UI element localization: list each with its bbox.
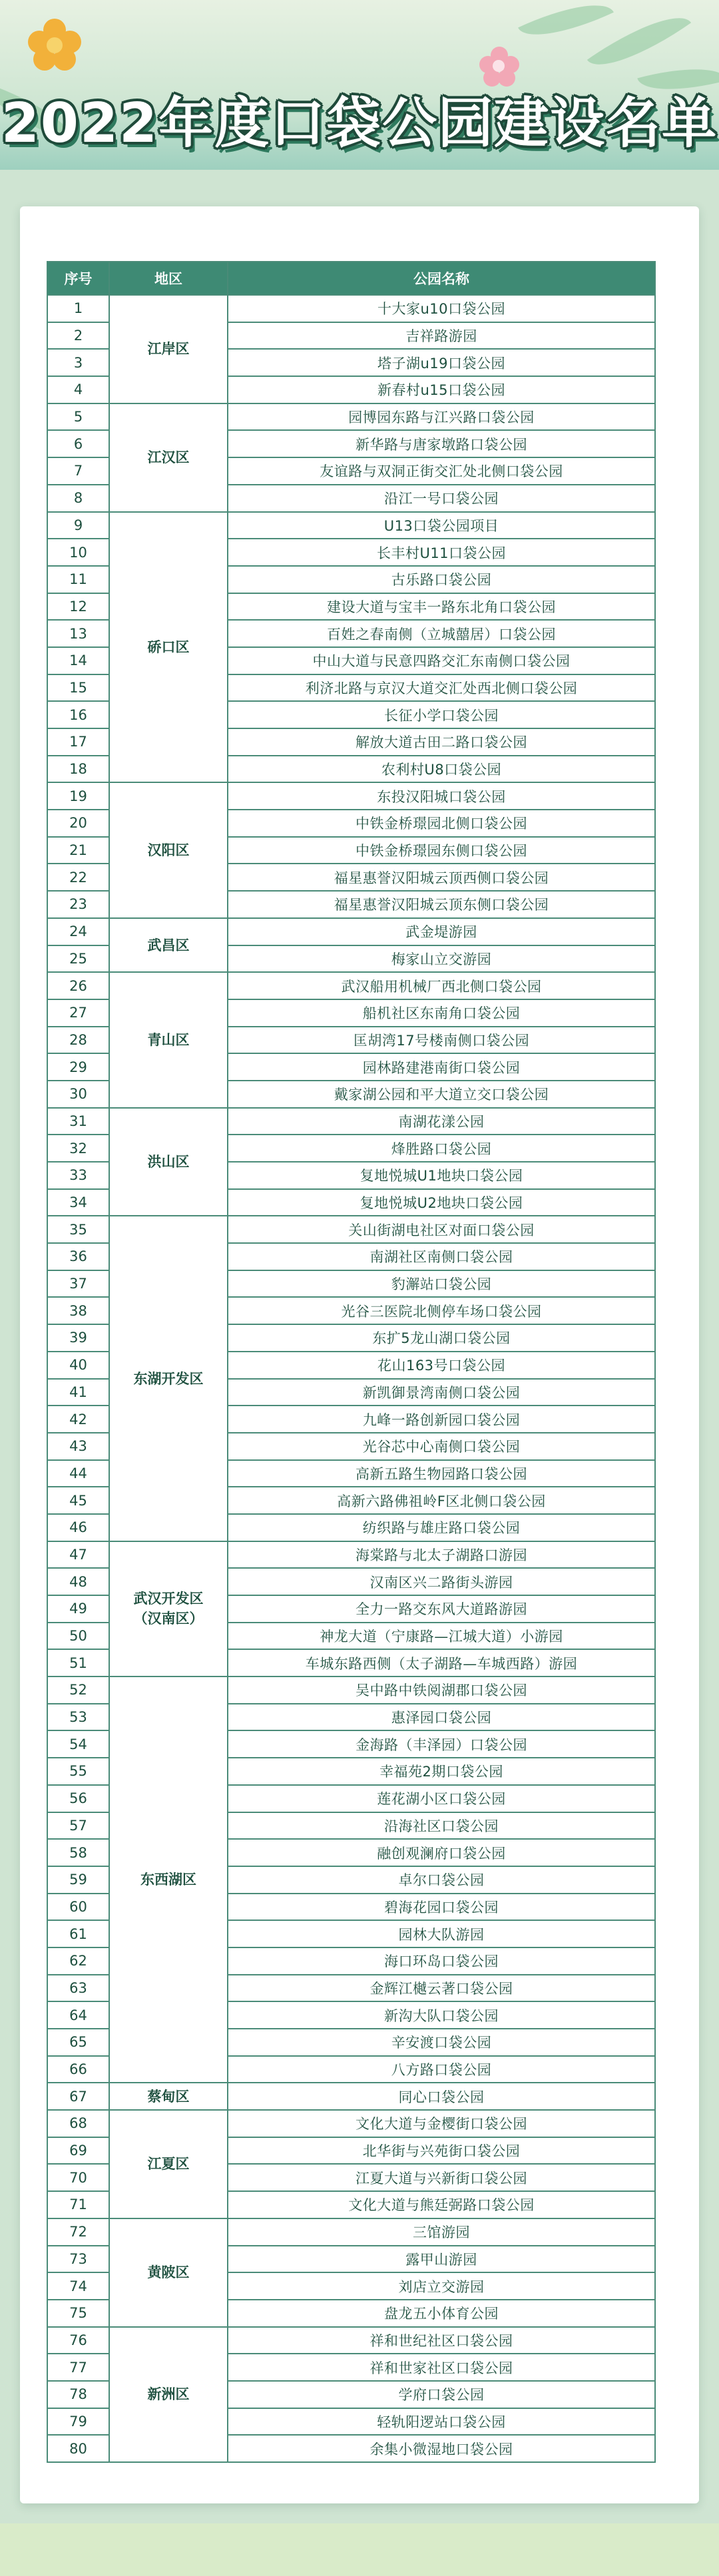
header-park-name: 公园名称 [228, 262, 655, 295]
district-cell: 洪山区 [109, 1108, 228, 1216]
park-name-cell: 利济北路与京汉大道交汇处西北侧口袋公园 [228, 674, 655, 702]
district-cell: 东西湖区 [109, 1676, 228, 2083]
district-cell: 江岸区 [109, 295, 228, 403]
row-number: 43 [47, 1433, 109, 1460]
row-number: 80 [47, 2435, 109, 2462]
header-district: 地区 [109, 262, 228, 295]
park-name-cell: 惠泽园口袋公园 [228, 1704, 655, 1731]
row-number: 49 [47, 1595, 109, 1623]
row-number: 27 [47, 999, 109, 1027]
park-name-cell: 塔子湖u19口袋公园 [228, 349, 655, 376]
park-name-cell: 江夏大道与兴新街口袋公园 [228, 2164, 655, 2191]
row-number: 52 [47, 1676, 109, 1704]
row-number: 19 [47, 782, 109, 810]
row-number: 2 [47, 322, 109, 350]
park-list-table [47, 261, 656, 2463]
park-name-cell: 文化大道与金樱街口袋公园 [228, 2110, 655, 2137]
park-name-cell: 刘店立交游园 [228, 2272, 655, 2300]
district-cell: 黄陂区 [109, 2218, 228, 2327]
park-name-cell: 卓尔口袋公园 [228, 1866, 655, 1894]
park-name-cell: 武汉船用机械厂西北侧口袋公园 [228, 972, 655, 999]
row-number: 48 [47, 1568, 109, 1595]
table-row [47, 295, 655, 322]
row-number: 23 [47, 891, 109, 918]
row-number: 60 [47, 1894, 109, 1921]
row-number: 34 [47, 1189, 109, 1216]
row-number: 58 [47, 1839, 109, 1866]
park-name-cell: 农利村U8口袋公园 [228, 756, 655, 783]
row-number: 66 [47, 2056, 109, 2083]
district-cell: 汉阳区 [109, 782, 228, 917]
row-number: 13 [47, 620, 109, 647]
district-cell: 江夏区 [109, 2110, 228, 2218]
row-number: 6 [47, 430, 109, 457]
row-number: 41 [47, 1379, 109, 1406]
park-name-cell: 烽胜路口袋公园 [228, 1135, 655, 1162]
park-name-cell: 光谷三医院北侧停车场口袋公园 [228, 1297, 655, 1324]
row-number: 76 [47, 2327, 109, 2354]
row-number: 69 [47, 2137, 109, 2165]
park-name-cell: 吴中路中铁阅湖郡口袋公园 [228, 1676, 655, 1704]
park-name-cell: 汉南区兴二路街头游园 [228, 1568, 655, 1595]
row-number: 3 [47, 349, 109, 376]
park-name-cell: 复地悦城U1地块口袋公园 [228, 1162, 655, 1189]
park-name-cell: 复地悦城U2地块口袋公园 [228, 1189, 655, 1216]
flower-icon [28, 19, 81, 72]
table-row [47, 2327, 655, 2354]
park-name-cell: 纺织路与雄庄路口袋公园 [228, 1514, 655, 1541]
table-row [47, 2218, 655, 2246]
row-number: 25 [47, 945, 109, 973]
park-name-cell: 长丰村U11口袋公园 [228, 539, 655, 566]
park-name-cell: 福星惠誉汉阳城云顶西侧口袋公园 [228, 864, 655, 891]
row-number: 55 [47, 1758, 109, 1785]
park-name-cell: 祥和世家社区口袋公园 [228, 2354, 655, 2381]
row-number: 68 [47, 2110, 109, 2137]
park-name-cell: 戴家湖公园和平大道立交口袋公园 [228, 1081, 655, 1108]
row-number: 53 [47, 1704, 109, 1731]
row-number: 7 [47, 457, 109, 485]
park-name-cell: 神龙大道（宁康路—江城大道）小游园 [228, 1623, 655, 1650]
park-name-cell: 福星惠誉汉阳城云顶东侧口袋公园 [228, 891, 655, 918]
footer-band [0, 2523, 719, 2576]
park-name-cell: 吉祥路游园 [228, 322, 655, 350]
table-row [47, 972, 655, 999]
park-name-cell: 花山163号口袋公园 [228, 1352, 655, 1379]
row-number: 75 [47, 2300, 109, 2327]
row-number: 54 [47, 1730, 109, 1758]
row-number: 17 [47, 728, 109, 756]
park-name-cell: 长征小学口袋公园 [228, 701, 655, 728]
row-number: 18 [47, 756, 109, 783]
table-row [47, 782, 655, 810]
row-number: 29 [47, 1053, 109, 1081]
park-name-cell: 文化大道与熊廷弼路口袋公园 [228, 2191, 655, 2218]
row-number: 5 [47, 403, 109, 431]
park-name-cell: 梅家山立交游园 [228, 945, 655, 973]
row-number: 24 [47, 918, 109, 945]
district-cell: 硚口区 [109, 512, 228, 783]
header-banner [0, 0, 719, 170]
district-cell: 东湖开发区 [109, 1216, 228, 1541]
park-name-cell: 碧海花园口袋公园 [228, 1894, 655, 1921]
row-number: 30 [47, 1081, 109, 1108]
park-name-cell: 金海路（丰泽园）口袋公园 [228, 1730, 655, 1758]
park-name-cell: 新春村u15口袋公园 [228, 376, 655, 403]
park-name-cell: 轻轨阳逻站口袋公园 [228, 2408, 655, 2436]
row-number: 65 [47, 2029, 109, 2056]
row-number: 62 [47, 1947, 109, 1975]
park-name-cell: 古乐路口袋公园 [228, 566, 655, 593]
row-number: 1 [47, 295, 109, 322]
park-name-cell: 中铁金桥璟园北侧口袋公园 [228, 810, 655, 837]
park-name-cell: 海口环岛口袋公园 [228, 1947, 655, 1975]
park-name-cell: 豹澥站口袋公园 [228, 1270, 655, 1298]
table-row [47, 1216, 655, 1243]
park-name-cell: 园林路建港南街口袋公园 [228, 1053, 655, 1081]
row-number: 51 [47, 1649, 109, 1676]
row-number: 79 [47, 2408, 109, 2436]
park-name-cell: 光谷芯中心南侧口袋公园 [228, 1433, 655, 1460]
district-cell: 青山区 [109, 972, 228, 1107]
row-number: 78 [47, 2381, 109, 2408]
table-row [47, 2083, 655, 2110]
table-row [47, 1108, 655, 1135]
park-name-cell: 园林大队游园 [228, 1920, 655, 1947]
park-name-cell: 新凯御景湾南侧口袋公园 [228, 1379, 655, 1406]
park-name-cell: 金辉江樾云著口袋公园 [228, 1975, 655, 2002]
table-header-row [47, 262, 655, 295]
table-row [47, 2110, 655, 2137]
row-number: 45 [47, 1487, 109, 1514]
row-number: 77 [47, 2354, 109, 2381]
row-number: 64 [47, 2001, 109, 2029]
row-number: 38 [47, 1297, 109, 1324]
park-name-cell: 车城东路西侧（太子湖路—车城西路）游园 [228, 1649, 655, 1676]
row-number: 9 [47, 512, 109, 539]
park-name-cell: 三馆游园 [228, 2218, 655, 2246]
park-name-cell: 十大家u10口袋公园 [228, 295, 655, 322]
row-number: 15 [47, 674, 109, 702]
page-title: 2022年度口袋公园建设名单 [1, 92, 718, 155]
row-number: 36 [47, 1243, 109, 1270]
park-name-cell: 余集小微湿地口袋公园 [228, 2435, 655, 2462]
park-name-cell: 九峰一路创新园口袋公园 [228, 1406, 655, 1433]
park-name-cell: 沿江一号口袋公园 [228, 485, 655, 512]
row-number: 50 [47, 1623, 109, 1650]
district-cell: 武昌区 [109, 918, 228, 972]
row-number: 4 [47, 376, 109, 403]
park-name-cell: 匡胡湾17号楼南侧口袋公园 [228, 1027, 655, 1054]
park-name-cell: 海棠路与北太子湖路口游园 [228, 1541, 655, 1569]
district-cell: 新洲区 [109, 2327, 228, 2462]
table-row [47, 512, 655, 539]
park-name-cell: 八方路口袋公园 [228, 2056, 655, 2083]
row-number: 71 [47, 2191, 109, 2218]
row-number: 67 [47, 2083, 109, 2110]
row-number: 46 [47, 1514, 109, 1541]
district-cell: 蔡甸区 [109, 2083, 228, 2110]
row-number: 16 [47, 701, 109, 728]
park-name-cell: 新华路与唐家墩路口袋公园 [228, 430, 655, 457]
park-name-cell: 幸福苑2期口袋公园 [228, 1758, 655, 1785]
park-name-cell: 学府口袋公园 [228, 2381, 655, 2408]
table-row [47, 403, 655, 431]
park-name-cell: 盘龙五小体育公园 [228, 2300, 655, 2327]
header-number: 序号 [47, 262, 109, 295]
row-number: 63 [47, 1975, 109, 2002]
park-name-cell: 沿海社区口袋公园 [228, 1812, 655, 1840]
row-number: 70 [47, 2164, 109, 2191]
park-name-cell: 北华街与兴苑街口袋公园 [228, 2137, 655, 2165]
park-name-cell: 高新六路佛祖岭F区北侧口袋公园 [228, 1487, 655, 1514]
row-number: 74 [47, 2272, 109, 2300]
park-name-cell: 友谊路与双洞正街交汇处北侧口袋公园 [228, 457, 655, 485]
park-name-cell: 高新五路生物园路口袋公园 [228, 1460, 655, 1487]
row-number: 56 [47, 1785, 109, 1812]
park-name-cell: 全力一路交东风大道路游园 [228, 1595, 655, 1623]
row-number: 31 [47, 1108, 109, 1135]
park-name-cell: 武金堤游园 [228, 918, 655, 945]
park-name-cell: 东投汉阳城口袋公园 [228, 782, 655, 810]
row-number: 61 [47, 1920, 109, 1947]
row-number: 72 [47, 2218, 109, 2246]
park-name-cell: 南湖花漾公园 [228, 1108, 655, 1135]
row-number: 32 [47, 1135, 109, 1162]
row-number: 26 [47, 972, 109, 999]
table-row [47, 918, 655, 945]
park-name-cell: 南湖社区南侧口袋公园 [228, 1243, 655, 1270]
row-number: 28 [47, 1027, 109, 1054]
row-number: 44 [47, 1460, 109, 1487]
row-number: 12 [47, 593, 109, 621]
park-name-cell: 园博园东路与江兴路口袋公园 [228, 403, 655, 431]
park-name-cell: 露甲山游园 [228, 2246, 655, 2273]
row-number: 57 [47, 1812, 109, 1840]
park-name-cell: 船机社区东南角口袋公园 [228, 999, 655, 1027]
row-number: 40 [47, 1352, 109, 1379]
park-name-cell: 融创观澜府口袋公园 [228, 1839, 655, 1866]
row-number: 14 [47, 647, 109, 674]
park-name-cell: 同心口袋公园 [228, 2083, 655, 2110]
row-number: 33 [47, 1162, 109, 1189]
park-name-cell: 莲花湖小区口袋公园 [228, 1785, 655, 1812]
row-number: 39 [47, 1324, 109, 1352]
park-name-cell: 百姓之春南侧（立城囍居）口袋公园 [228, 620, 655, 647]
district-cell: 江汉区 [109, 403, 228, 512]
park-name-cell: 建设大道与宝丰一路东北角口袋公园 [228, 593, 655, 621]
row-number: 8 [47, 485, 109, 512]
row-number: 47 [47, 1541, 109, 1569]
row-number: 10 [47, 539, 109, 566]
park-name-cell: 关山街湖电社区对面口袋公园 [228, 1216, 655, 1243]
park-name-cell: 中山大道与民意四路交汇东南侧口袋公园 [228, 647, 655, 674]
row-number: 37 [47, 1270, 109, 1298]
row-number: 73 [47, 2246, 109, 2273]
row-number: 11 [47, 566, 109, 593]
row-number: 21 [47, 837, 109, 864]
row-number: 35 [47, 1216, 109, 1243]
row-number: 59 [47, 1866, 109, 1894]
table-row [47, 1676, 655, 1704]
park-name-cell: U13口袋公园项目 [228, 512, 655, 539]
leaf-decoration [518, 0, 614, 52]
row-number: 42 [47, 1406, 109, 1433]
table-row [47, 1541, 655, 1569]
park-name-cell: 解放大道古田二路口袋公园 [228, 728, 655, 756]
park-name-cell: 辛安渡口袋公园 [228, 2029, 655, 2056]
row-number: 20 [47, 810, 109, 837]
park-name-cell: 中铁金桥璟园东侧口袋公园 [228, 837, 655, 864]
district-cell: 武汉开发区 （汉南区） [109, 1541, 228, 1676]
park-name-cell: 祥和世纪社区口袋公园 [228, 2327, 655, 2354]
park-name-cell: 新沟大队口袋公园 [228, 2001, 655, 2029]
row-number: 22 [47, 864, 109, 891]
park-name-cell: 东扩5龙山湖口袋公园 [228, 1324, 655, 1352]
